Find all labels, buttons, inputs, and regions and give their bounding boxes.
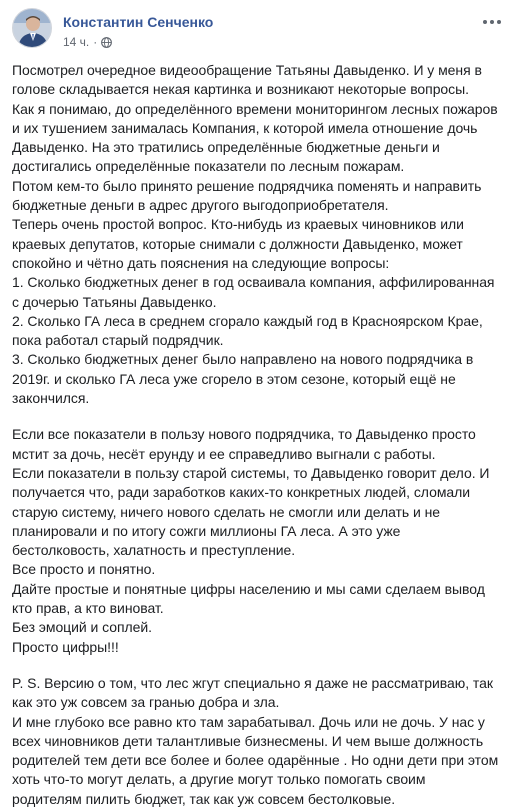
post-paragraph-3: P. S. Версию о том, что лес жгут специально я даже не рассматриваю, так как это уж совсем за гранью добра и зла. И мне глубоко все равно кто там зарабатывал. Дочь или не дочь. У нас у всех чиновников дети талантливые бизнесмены. И чем выше должность родителей тем дети все более и более одарённые . Но одни дети при этом хоть что-то могут делать, а другие могут только помогать своим родителям пилить бюджет, так как уж совсем бестолковые. — [12, 674, 499, 807]
more-options-icon[interactable] — [482, 14, 502, 30]
post-text — [12, 61, 504, 809]
post-paragraph-2: Если все показатели в пользу нового подрядчика, то Давыденко просто мстит за дочь, несёт ерунду и ее справедливо выгнали с работы. Если показатели в пользу старой системы, то Давыденко говорит дело. И получается что, ради заработков каких-то конкретных людей, сломали старую систему, ничего нового сделать не смогли или делать и не планировали и по итогу сожги миллионы ГА леса. А это уже бестолковость, халатность и преступление. Все просто и понятно. Дайте простые и понятные цифры населению и мы сами сделаем вывод кто прав, а кто виноват. Без эмоций и соплей. Просто цифры!!! — [12, 426, 490, 655]
post-header — [12, 8, 502, 52]
post-paragraph-1: Посмотрел очередное видеообращение Татьяны Давыденко. И у меня в голове складывается некая картинка и возникают некоторые вопросы. Как я понимаю, до определённого времени мониторингом лесных пожаров и их тушением занималась Компания, к которой имела отношение дочь Давыденко. На это тратились определённые бюджетные деньги и достигались определённые показатели по лесным пожарам. Потом кем-то было принято решение подрядчика поменять и направить бюджетные деньги в адрес другого выгодоприобретателя. Теперь очень простой вопрос. Кто-нибудь из краевых чиновников или краевых депутатов, которые снимали с должности Давыденко, может спокойно и чётно дать пояснения на следующие вопросы: 1. Сколько бюджетных денег в год осваивала компания, аффилированная с дочерью Татьяны Давыденко. 2. Сколько ГА леса в среднем сгорало каждый год в Красноярском Крае, пока работал старый подрядчик. 3. Сколько бюджетных денег было направлено на нового подрядчика в 2019г. и сколько ГА леса уже сгорело в этом сезоне, который ещё не закончился. — [12, 62, 498, 407]
post-timestamp[interactable]: 14 ч. — [63, 35, 90, 49]
profile-photo — [13, 9, 52, 48]
author-name[interactable]: Константин Сенченко — [63, 14, 214, 30]
post-meta: 14 ч. · — [63, 35, 112, 49]
globe-icon[interactable] — [101, 37, 112, 48]
author-avatar[interactable] — [12, 8, 52, 48]
